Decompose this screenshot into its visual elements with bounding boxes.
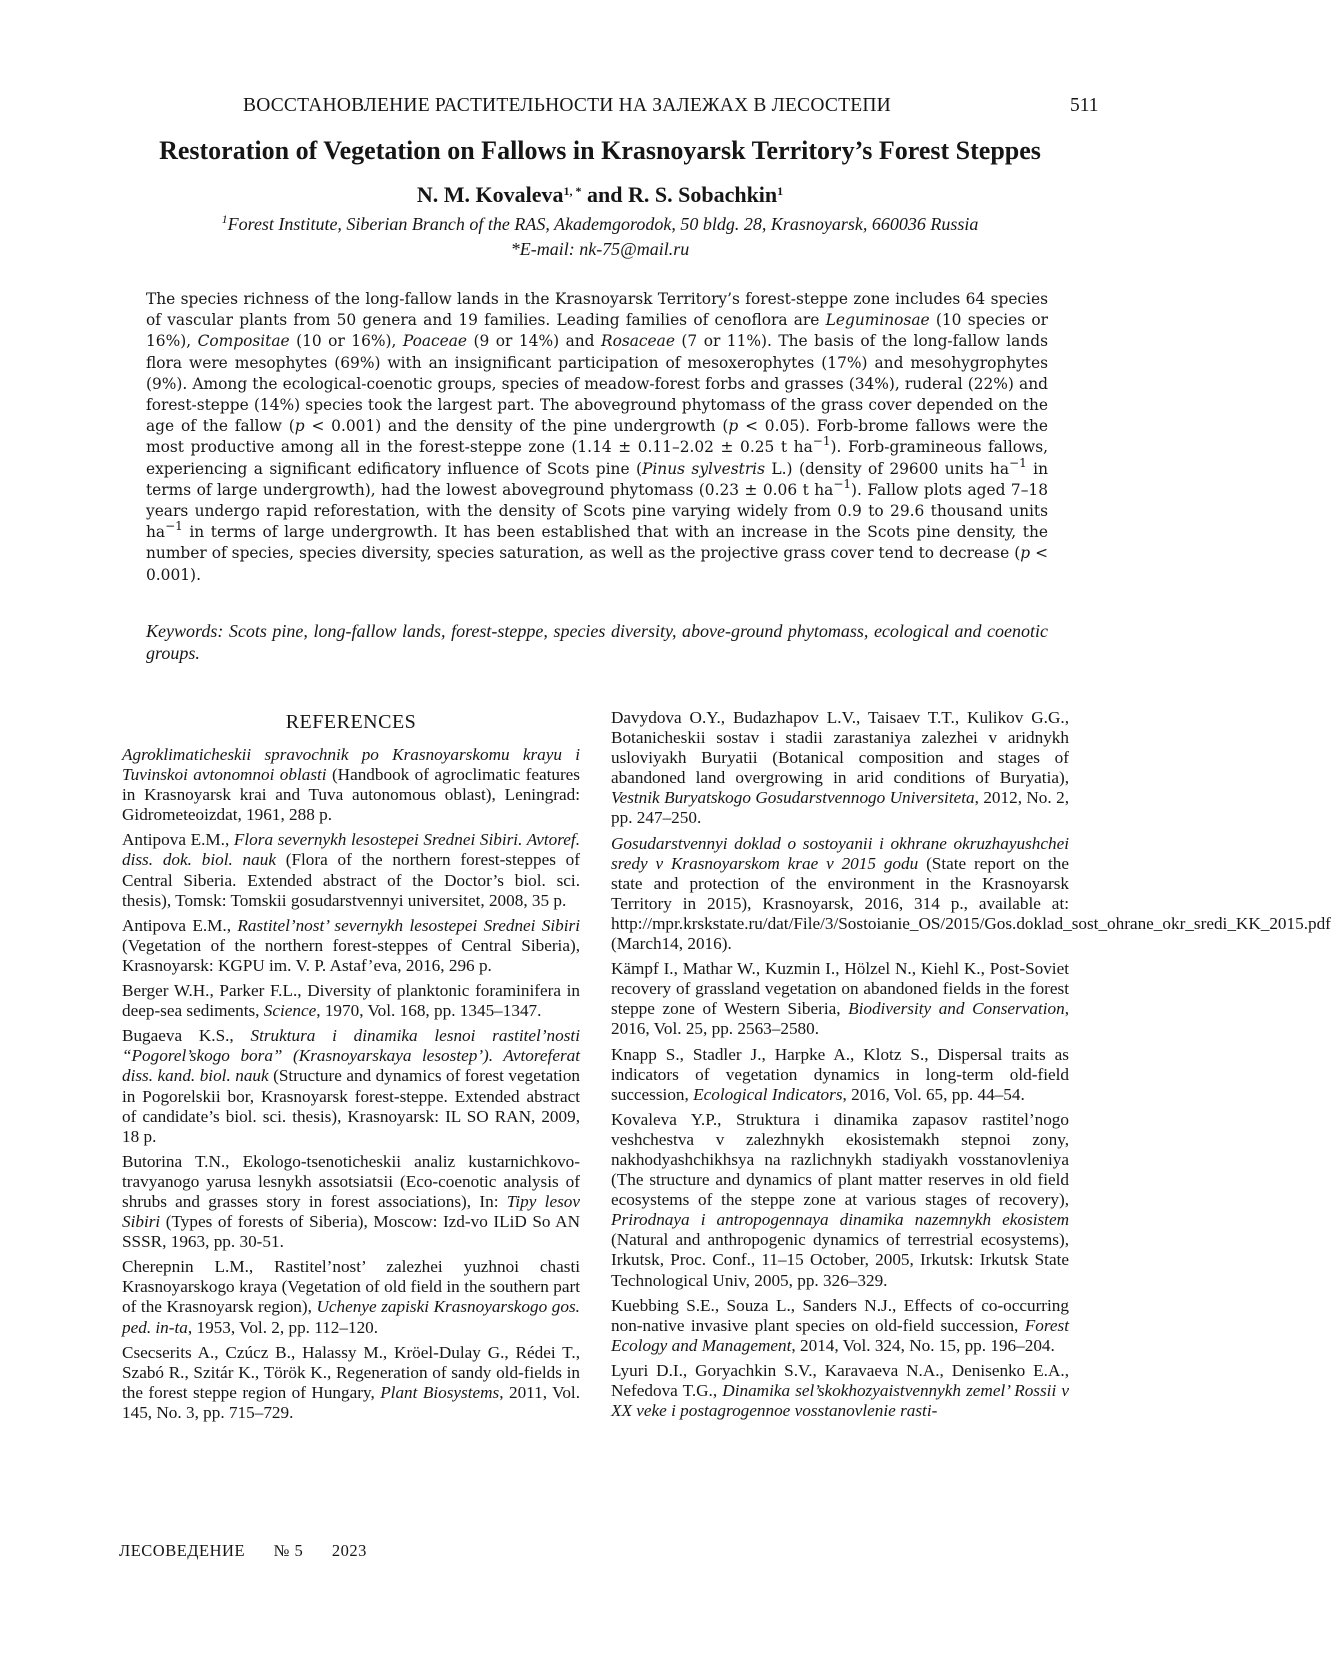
- text-run: (10 or 16%),: [290, 332, 403, 350]
- text-run: Butorina T.N., Ekologo-tsenoticheskii analiz kustarnichkovo-travyanogo yarusa lesnykh assotsiatsii (Eco-coenotic analysis of shrubs and grasses story in forest associations), In:: [122, 1152, 580, 1211]
- superscript-exponent: −1: [165, 519, 183, 533]
- italic-text: Rosaceae: [601, 332, 675, 350]
- article-title: Restoration of Vegetation on Fallows in Krasnoyarsk Territory’s Forest Steppes: [0, 136, 1200, 166]
- superscript-exponent: −1: [813, 434, 831, 448]
- author-email: *E-mail: nk-75@mail.ru: [0, 239, 1200, 260]
- italic-text: Tipy lesov Sibiri: [122, 1192, 580, 1231]
- text-run: (Vegetation of the northern forest-steppes of Central Siberia), Krasnoyarsk: KGPU im. V. P. Astaf’eva, 2016, 296 p.: [122, 936, 580, 975]
- text-run: , 2011, Vol. 145, No. 3, pp. 715–729.: [122, 1383, 580, 1422]
- italic-text: Vestnik Buryatskogo Gosudarstvennogo Universiteta: [611, 788, 975, 807]
- text-run: (Natural and anthropogenic dynamics of terrestrial ecosystems), Irkutsk, Proc. Conf., 11–15 October, 2005, Irkutsk: Irkutsk State Technological Univ, 2005, pp. 326–329.: [611, 1230, 1069, 1289]
- text-run: (Flora of the northern forest-steppes of Central Siberia. Extended abstract of the Doctor’s biol. sci. thesis), Tomsk: Tomskii gosudarstvennyi universitet, 2008, 35 p.: [122, 850, 580, 909]
- italic-text: Poaceae: [403, 332, 467, 350]
- superscript-exponent: −1: [1009, 456, 1027, 470]
- italic-text: Pinus sylvestris: [642, 460, 765, 478]
- italic-text: Ecological Indicators: [693, 1085, 842, 1104]
- italic-text: Forest Ecology and Management: [611, 1316, 1069, 1355]
- author-name: N. M. Kovaleva: [417, 182, 564, 207]
- italic-text: Rastitel’nost’ severnykh lesostepei Srednei Sibiri: [237, 916, 580, 935]
- italic-text: Science: [264, 1001, 316, 1020]
- text-run: , 2016, Vol. 65, pp. 44–54.: [843, 1085, 1025, 1104]
- author-line: [0, 182, 1200, 208]
- italic-text: p: [1020, 544, 1030, 562]
- text-run: Davydova O.Y., Budazhapov L.V., Taisaev T.T., Kulikov G.G., Botanicheskii sostav i stadii zarastaniya zalezhei v aridnykh usloviyakh Buryatii (Botanical composition and stages of abandoned land overgrowing in arid conditions of Buryatia),: [611, 708, 1069, 787]
- italic-text: Biodiversity and Conservation: [848, 999, 1065, 1018]
- text-run: Berger W.H., Parker F.L., Diversity of planktonic foraminifera in deep-sea sediments,: [122, 981, 580, 1020]
- abstract: [146, 289, 1048, 586]
- text-run: < 0.05). Forb-brome fallows were the most productive among all in the forest-steppe zone (1.14 ± 0.11–2.02 ± 0.25 t ha: [146, 417, 1048, 456]
- text-run: (State report on the state and protection of the environment in the Krasnoyarsk Territory in 2015), Krasnoyarsk, 2016, 314 p., available at: http://mpr.krskstate.ru/dat/File/3/Sostoianie_OS/2015/Gos.doklad_sost_ohrane_okr_sredi_KK_2015.pdf (March14, 2016).: [611, 854, 1331, 953]
- text-run: Kuebbing S.E., Souza L., Sanders N.J., Effects of co-occurring non-native invasive plant species on old-field succession,: [611, 1296, 1069, 1335]
- italic-text: Leguminosae: [826, 311, 930, 329]
- text-run: Lyuri D.I., Goryachkin S.V., Karavaeva N.A., Denisenko E.A., Nefedova T.G.,: [611, 1361, 1069, 1400]
- reference-entry: [122, 745, 580, 825]
- reference-entry: [122, 981, 580, 1021]
- reference-entry: [122, 1026, 580, 1147]
- text-run: , 1970, Vol. 168, pp. 1345–1347.: [316, 1001, 541, 1020]
- text-run: Kovaleva Y.P., Struktura i dinamika zapasov rastitel’nogo veshchestva v zalezhnykh ekosistemakh stepnoi zony, nakhodyashchikhsya na razlichnykh stadiyakh vosstanovleniya (The structure and dynamics of plant matter reserves in old field ecosystems of the steppe zone at various stages of recovery),: [611, 1110, 1069, 1209]
- text-run: (Handbook of agroclimatic features in Krasnoyarsk krai and Tuva autonomous oblast), Leningrad: Gidrometeoizdat, 1961, 288 p.: [122, 765, 580, 824]
- text-run: ). Forb-gramineous fallows, experiencing a significant edificatory influence of Scots pine (: [146, 438, 1048, 477]
- text-run: (7 or 11%). The basis of the long-fallow lands flora were mesophytes (69%) with an insignificant participation of mesoxerophytes (17%) and mesohygrophytes (9%). Among the ecological-coenotic groups, species of meadow-forest forbs and grasses (34%), ruderal (22%) and forest-steppe (14%) species took the largest part. The aboveground phytomass of the grass cover depended on the age of the fallow (: [146, 332, 1048, 435]
- italic-text: Prirodnaya i antropogennaya dinamika nazemnykh ekosistem: [611, 1210, 1069, 1229]
- reference-entry: [611, 1110, 1069, 1291]
- running-title: ВОССТАНОВЛЕНИЕ РАСТИТЕЛЬНОСТИ НА ЗАЛЕЖАХ В ЛЕСОСТЕПИ: [243, 95, 891, 117]
- text-run: Kämpf I., Mathar W., Kuzmin I., Hölzel N., Kiehl K., Post-Soviet recovery of grassland vegetation on abandoned fields in the forest steppe zone of Western Siberia,: [611, 959, 1069, 1018]
- italic-text: Plant Biosystems: [380, 1383, 499, 1402]
- reference-entry: [611, 1045, 1069, 1105]
- italic-text: Agroklimaticheskii spravochnik po Krasnoyarskomu krayu i Tuvinskoi avtonomnoi oblasti: [122, 745, 580, 784]
- reference-entry: [611, 1296, 1069, 1356]
- italic-text: Uchenye zapiski Krasnoyarskogo gos. ped. in-ta: [122, 1297, 580, 1336]
- reference-entry: [122, 916, 580, 976]
- italic-text: Flora severnykh lesostepei Srednei Sibiri. Avtoref. diss. dok. biol. nauk: [122, 830, 580, 869]
- footer-issue: № 5: [274, 1541, 304, 1560]
- affiliation-text: Forest Institute, Siberian Branch of the RAS, Akademgorodok, 50 bldg. 28, Krasnoyarsk, 660036 Russia: [228, 214, 979, 234]
- text-run: Knapp S., Stadler J., Harpke A., Klotz S., Dispersal traits as indicators of vegetation dynamics in long-term old-field succession,: [611, 1045, 1069, 1104]
- text-run: , 2014, Vol. 324, No. 15, pp. 196–204.: [791, 1336, 1054, 1355]
- references-column-right: [611, 708, 1069, 1426]
- author-superscript: 1, *: [563, 184, 581, 198]
- text-run: Csecserits A., Czúcz B., Halassy M., Kröel-Dulay G., Rédei T., Szabó R., Szitár K., Török K., Regeneration of sandy old-fields in the forest steppe region of Hungary,: [122, 1343, 580, 1402]
- text-run: , 2012, No. 2, pp. 247–250.: [611, 788, 1069, 827]
- reference-entry: [611, 1361, 1069, 1421]
- affiliation-superscript: 1: [222, 212, 228, 226]
- reference-entry: [611, 959, 1069, 1039]
- italic-text: p: [295, 417, 305, 435]
- text-run: (10 species or 16%),: [146, 311, 1048, 350]
- text-run: in terms of large undergrowth. It has been established that with an increase in the Scots pine density, the number of species, species diversity, species saturation, as well as the projective grass cover tend to decrease (: [146, 523, 1048, 562]
- text-run: < 0.001).: [146, 544, 1048, 583]
- italic-text: p: [728, 417, 738, 435]
- text-run: L.) (density of 29600 units ha: [765, 460, 1009, 478]
- reference-entry: [122, 830, 580, 910]
- text-run: ). Fallow plots aged 7–18 years undergo rapid reforestation, with the density of Scots pine varying widely from 0.9 to 29.6 thousand units ha: [146, 481, 1048, 541]
- affiliation: [0, 214, 1200, 235]
- italic-text: Dinamika sel’skokhozyaistvennykh zemel’ Rossii v XX veke i postagrogennoe vosstanovlenie rasti-: [611, 1381, 1069, 1420]
- italic-text: Compositae: [198, 332, 290, 350]
- author-name: R. S. Sobachkin: [628, 182, 777, 207]
- reference-entry: [122, 1257, 580, 1337]
- text-run: Bugaeva K.S.,: [122, 1026, 250, 1045]
- footer-journal: ЛЕСОВЕДЕНИЕ: [119, 1541, 245, 1560]
- text-run: Antipova E.M.,: [122, 916, 237, 935]
- reference-entry: [122, 1343, 580, 1423]
- references-heading: REFERENCES: [122, 711, 580, 734]
- running-head: [0, 95, 1200, 121]
- author-superscript: 1: [777, 184, 783, 198]
- reference-entry: [122, 1152, 580, 1252]
- footer-year: 2023: [332, 1541, 367, 1560]
- text-run: (9 or 14%) and: [467, 332, 601, 350]
- reference-entry: [611, 708, 1069, 829]
- journal-page: [0, 0, 1200, 1669]
- page-number: 511: [1070, 95, 1099, 117]
- text-run: Antipova E.M.,: [122, 830, 234, 849]
- text-run: in terms of large undergrowth), had the lowest aboveground phytomass (0.23 ± 0.06 t ha: [146, 460, 1048, 499]
- text-run: < 0.001) and the density of the pine undergrowth (: [305, 417, 729, 435]
- text-run: , 1953, Vol. 2, pp. 112–120.: [188, 1318, 378, 1337]
- text-run: (Structure and dynamics of forest vegetation in Pogorelskii bor, Krasnoyarsk forest-steppe. Extended abstract of candidate’s biol. sci. thesis), Krasnoyarsk: IL SO RAN, 2009, 18 p.: [122, 1066, 580, 1145]
- text-run: Cherepnin L.M., Rastitel’nost’ zalezhei yuzhnoi chasti Krasnoyarskogo kraya (Vegetation of old field in the southern part of the Krasnoyarsk region),: [122, 1257, 580, 1316]
- italic-text: Struktura i dinamika lesnoi rastitel’nosti “Pogorel’skogo bora” (Krasnoyarskaya lesostep’). Avtoreferat diss. kand. biol. nauk: [122, 1026, 580, 1085]
- reference-entry: [611, 834, 1069, 955]
- references-column-left: [122, 745, 580, 1428]
- text-run: The species richness of the long-fallow lands in the Krasnoyarsk Territory’s forest-steppe zone includes 64 species of vascular plants from 50 genera and 19 families. Leading families of cenoflora are: [146, 290, 1048, 329]
- page-footer: [119, 1541, 391, 1561]
- keywords: Keywords: Scots pine, long-fallow lands, forest-steppe, species diversity, above-ground phytomass, ecological and coenotic groups.: [146, 621, 1048, 664]
- superscript-exponent: −1: [833, 477, 851, 491]
- author-joiner: and: [581, 182, 627, 207]
- italic-text: Gosudarstvennyi doklad o sostoyanii i okhrane okruzhayushchei sredy v Krasnoyarskom krae v 2015 godu: [611, 834, 1069, 873]
- text-run: , 2016, Vol. 25, pp. 2563–2580.: [611, 999, 1069, 1038]
- text-run: (Types of forests of Siberia), Moscow: Izd-vo ILiD So AN SSSR, 1963, pp. 30-51.: [122, 1212, 580, 1251]
